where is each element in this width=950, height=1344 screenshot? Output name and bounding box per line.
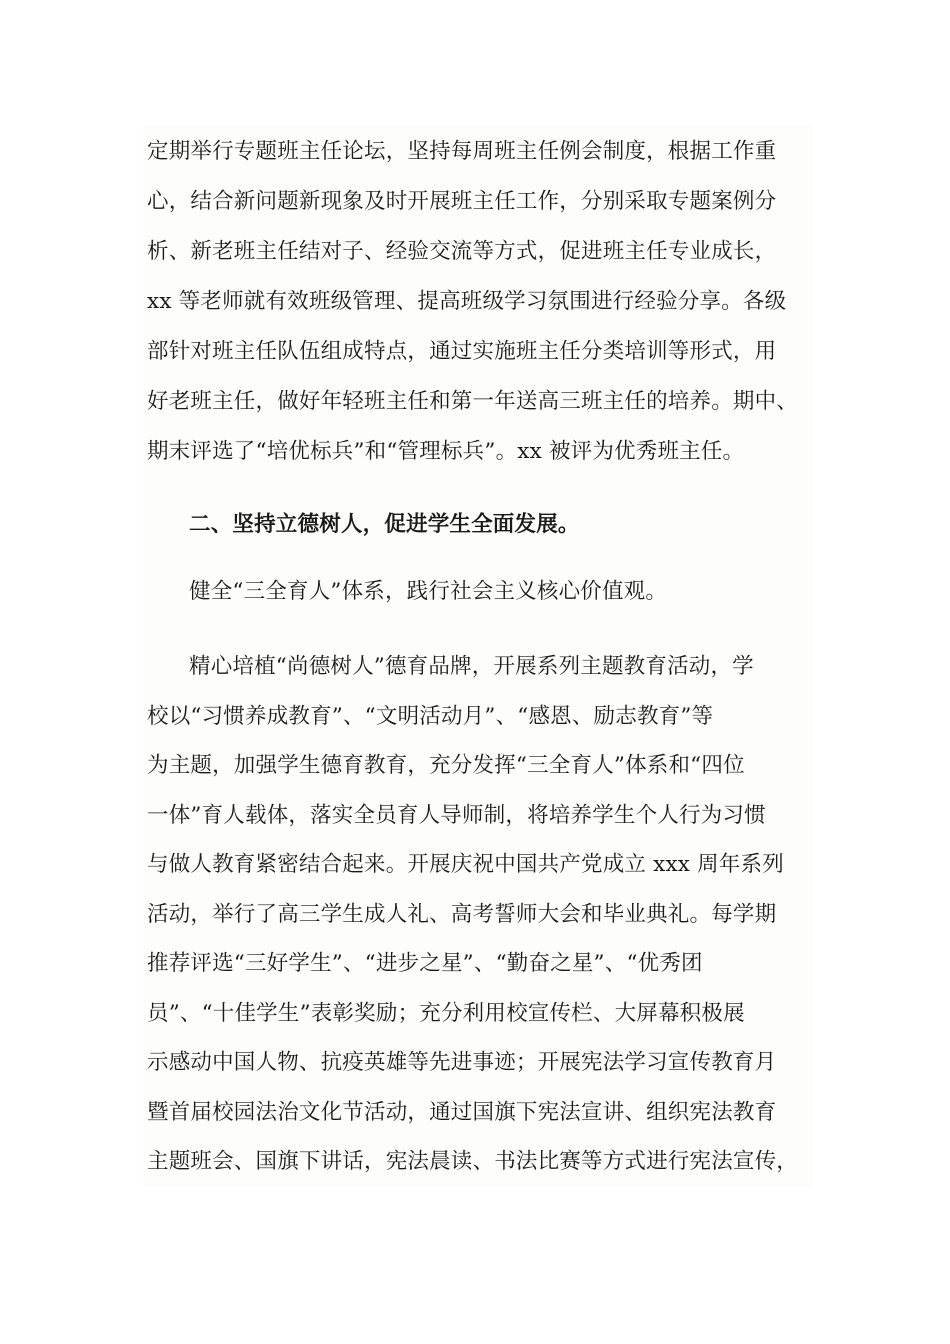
paragraph-2-line-8: 员”、“十佳学生”表彰奖励；充分利用校宣传栏、大屏幕积极展 — [147, 1001, 745, 1026]
paragraph-2-line-4: 一体”育人载体，落实全员育人导师制，将培养学生个人行为习惯 — [147, 803, 766, 828]
paragraph-2-line-6: 活动，举行了高三学生成人礼、高考誓师大会和毕业典礼。每学期 — [147, 902, 777, 927]
paragraph-1-line-6: 好老班主任，做好年轻班主任和第一年送高三班主任的培养。期中、 — [147, 389, 799, 414]
paragraph-1-line-2: 心，结合新问题新现象及时开展班主任工作，分别采取专题案例分 — [147, 189, 777, 214]
section-heading: 二、坚持立德树人，促进学生全面发展。 — [189, 512, 580, 537]
paragraph-1-line-1: 定期举行专题班主任论坛，坚持每周班主任例会制度，根据工作重 — [147, 139, 777, 164]
paragraph-1-line-4: xx 等老师就有效班级管理、提高班级学习氛围进行经验分享。各级 — [147, 289, 787, 314]
paragraph-1-line-7: 期末评选了“培优标兵”和“管理标兵”。xx 被评为优秀班主任。 — [147, 439, 745, 464]
paragraph-2-line-1: 精心培植“尚德树人”德育品牌，开展系列主题教育活动，学 — [189, 654, 754, 679]
paragraph-1-line-3: 析、新老班主任结对子、经验交流等方式，促进班主任专业成长， — [147, 239, 777, 264]
paragraph-2-line-11: 主题班会、国旗下讲话，宪法晨读、书法比赛等方式进行宪法宣传， — [147, 1149, 799, 1174]
sub-heading: 健全“三全育人”体系，践行社会主义核心价值观。 — [189, 579, 668, 604]
paragraph-2-line-10: 暨首届校园法治文化节活动，通过国旗下宪法宣讲、组织宪法教育 — [147, 1100, 777, 1125]
paragraph-2-line-7: 推荐评选“三好学生”、“进步之星”、“勤奋之星”、“优秀团 — [147, 951, 703, 976]
paragraph-2-line-2: 校以“习惯养成教育”、“文明活动月”、“感恩、励志教育”等 — [147, 704, 714, 729]
paragraph-2-line-3: 为主题，加强学生德育教育，充分发挥“三全育人”体系和“四位 — [147, 753, 745, 778]
paragraph-1-line-5: 部针对班主任队伍组成特点，通过实施班主任分类培训等形式，用 — [147, 339, 777, 364]
paragraph-2-line-5: 与做人教育紧密结合起来。开展庆祝中国共产党成立 xxx 周年系列 — [147, 852, 784, 877]
paragraph-2-line-9: 示感动中国人物、抗疫英雄等先进事迹；开展宪法学习宣传教育月 — [147, 1050, 777, 1075]
